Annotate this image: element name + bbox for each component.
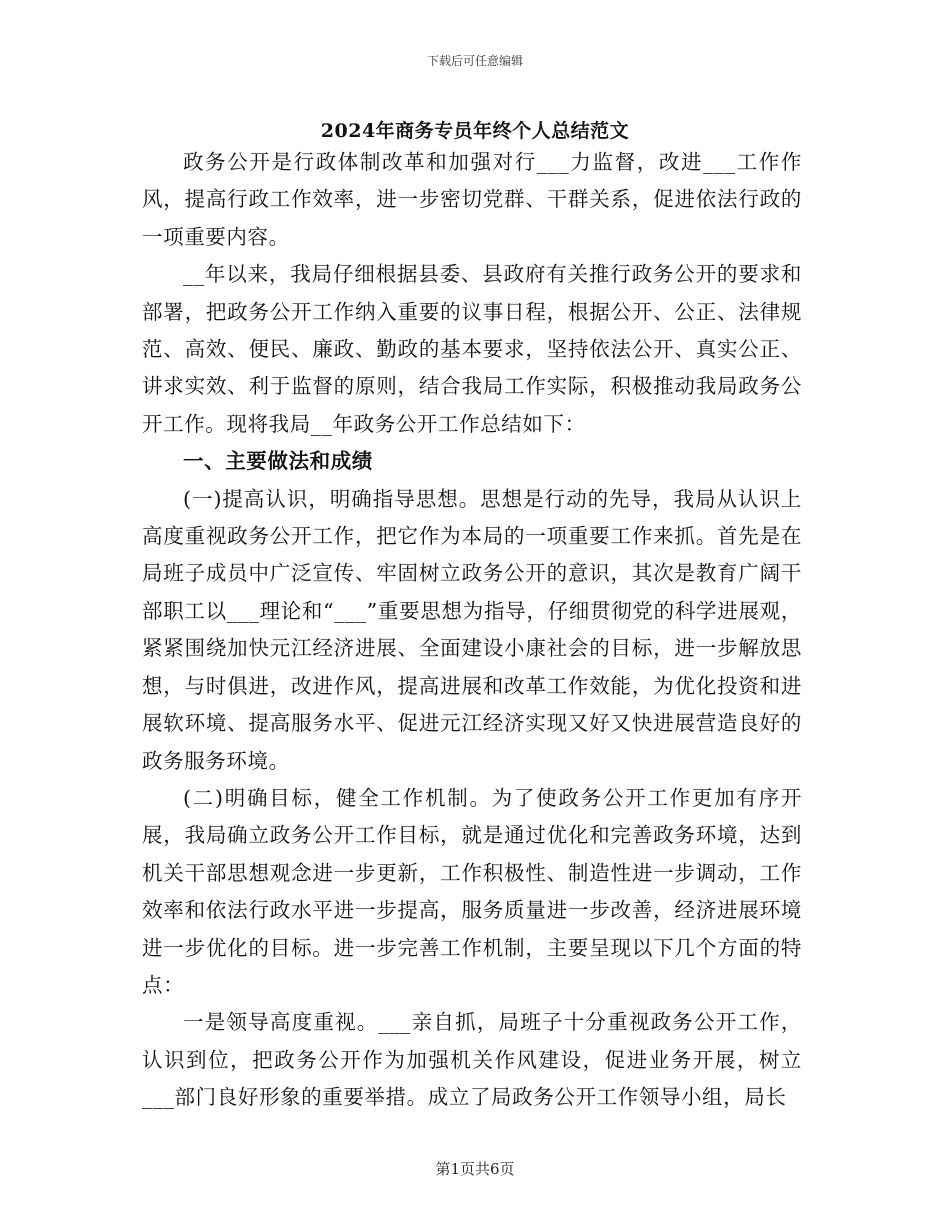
paragraph-item-2: (二)明确目标，健全工作机制。为了使政务公开工作更加有序开展，我局确立政务公开工作目标，就是通过优化和完善政务环境，达到机关干部思想观念进一步更新，工作积极性、制造性进一步调动，工作效率和依法行政水平进一步提高，服务质量进一步改善，经济进展环境进一步优化的目标。进一步完善工作机制，主要呈现以下几个方面的特点： <box>142 785 802 997</box>
paragraph-intro: 政务公开是行政体制改革和加强对行___力监督，改进___工作作风，提高行政工作效率，进一步密切党群、干群关系，促进依法行政的一项重要内容。 <box>142 150 802 249</box>
document-title: 2024年商务专员年终个人总结范文 <box>320 120 630 142</box>
paragraph-overview: __年以来，我局仔细根据县委、县政府有关推行政务公开的要求和部署，把政务公开工作纳入重要的议事日程，根据公开、公正、法律规范、高效、便民、廉政、勤政的基本要求，坚持依法公开、真实公正、讲求实效、利于监督的原则，结合我局工作实际，积极推动我局政务公开工作。现将我局__年政务公开工作总结如下： <box>142 262 802 436</box>
page-number: 第1页共6页 <box>435 1160 515 1178</box>
document-body <box>142 144 802 1117</box>
paragraph-item-3: 一是领导高度重视。___亲自抓，局班子十分重视政务公开工作，认识到位，把政务公开作为加强机关作风建设，促进业务开展，树立___部门良好形象的重要举措。成立了局政务公开工作领导小组，局长 <box>142 1010 802 1110</box>
header-note: 下载后可任意编辑 <box>426 54 523 68</box>
paragraph-item-1: (一)提高认识，明确指导思想。思想是行动的先导，我局从认识上高度重视政务公开工作，把它作为本局的一项重要工作来抓。首先是在局班子成员中广泛宣传、牢固树立政务公开的意识，其次是教育广阔干部职工以___理论和“___”重要思想为指导，仔细贯彻党的科学进展观，紧紧围绕加快元江经济进展、全面建设小康社会的目标，进一步解放思想，与时俱进，改进作风，提高进展和改革工作效能，为优化投资和进展软环境、提高服务水平、促进元江经济实现又好又快进展营造良好的政务服务环境。 <box>142 486 802 773</box>
section-heading: 一、主要做法和成绩 <box>183 449 373 474</box>
